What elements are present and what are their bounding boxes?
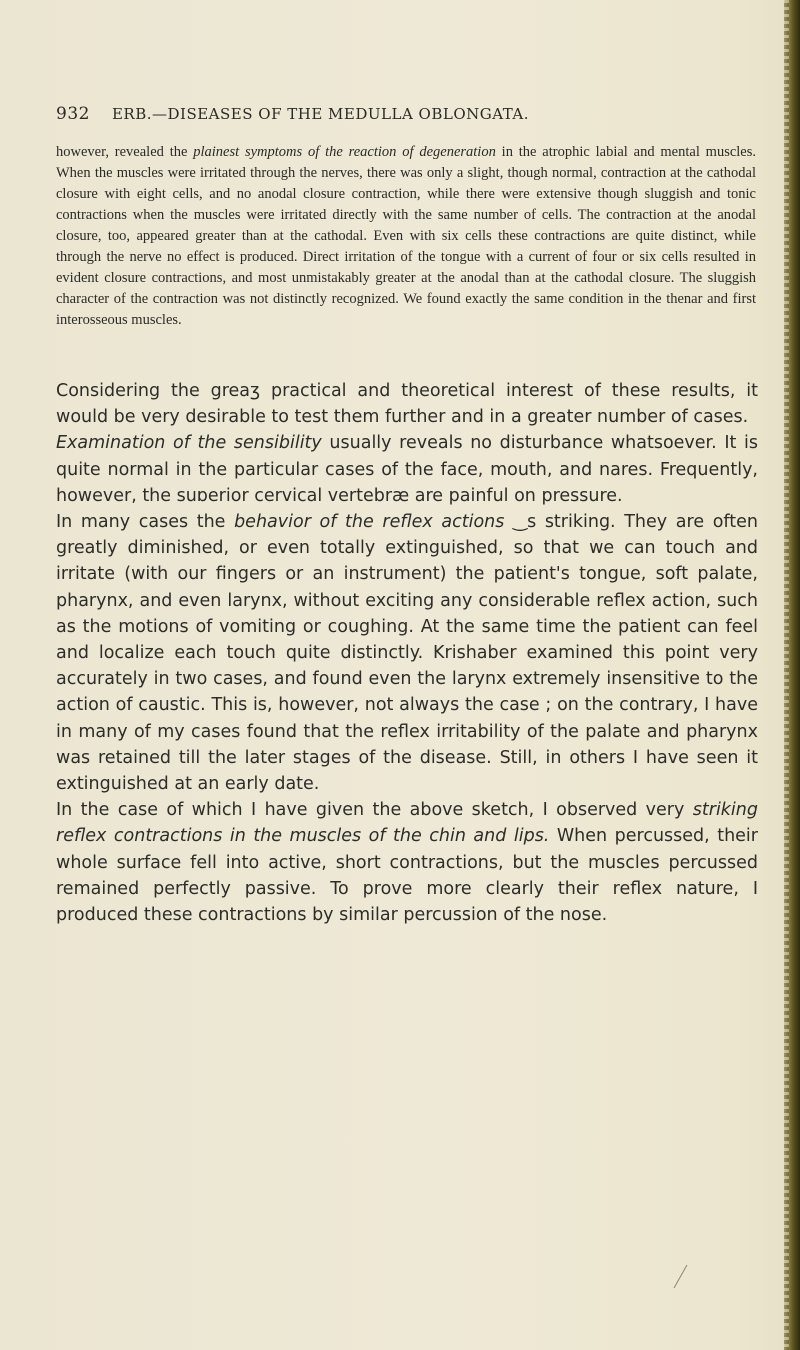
main-text [56,378,758,928]
small-text-run: in the atrophic labial and mental muscles. When the muscles were irritated through the nerves, there was only a slight, though normal, contraction at the cathodal closure with eight cells, and no anodal closure contraction, while there were extensive though sluggish and tonic contractions when the muscles were irritated directly with the same number of cells. The contraction at the anodal closure, too, appeared greater than at the cathodal. Even with six cells these contractions are quite distinct, while through the nerve no effect is produced. Direct irritation of the tongue with a current of four or six cells resulted in evident closure contractions, and most unmistakably greater at the anodal than at the cathodal closure. The sluggish character of the contraction was not distinctly recognized. We found exactly the same condition in the thenar and first interosseous muscles. [56,144,757,328]
paragraph-text: ‿s striking. They are often greatly diminished, or even totally extinguished, so that we can touch and irritate (with our fingers or an instrument) the patient's tongue, soft palate, pharynx, and even larynx, without exciting any considerable reflex action, such as the motions of vomiting or coughing. At the same time the patient can feel and localize each touch quite distinctly. Krishaber examined this point very accurately in two cases, and found even the larynx extremely insensitive to the action of caustic. This is, however, not always the case ; on the contrary, I have in many of my cases found that the reflex irritability of the palate and pharynx was retained till the later stages of the disease. Still, in others I have seen it extinguished at an early date. [56,512,758,795]
paragraph-reflex-actions [56,509,758,797]
small-text-run: however, revealed the [56,144,194,160]
small-print-paragraph [56,142,756,331]
running-head-title: ERB.—DISEASES OF THE MEDULLA OBLONGATA. [111,105,530,123]
paragraph-chin-lips [56,797,758,928]
pencil-mark [672,1262,690,1290]
paragraph-text: In the case of which I have given the above sketch, I observed very [56,800,693,821]
paragraph-text: usually reveals no disturbance whatsoever. It is quite normal in the particular cases of the face, mouth, and nares. Frequently, however, the suɒerior cervical vertebræ are painful on pressure. [56,433,758,506]
running-head [56,104,756,128]
paragraph-text: In many cases the [56,512,235,533]
page-number: 932 [56,104,90,124]
italic-heading-sensibility: Examination of the sensibility [56,433,322,454]
small-text-italic: plainest symptoms of the reaction of degeneration [193,144,496,160]
paragraph-considering: Considering the greaʒ practical and theoretical interest of these results, it would be very desirable to test them further and in a greater number of cases. [56,381,758,428]
paragraph-sensibility [56,430,758,509]
italic-heading-chin-lips: striking reflex contractions in the muscles of the chin and lips. [56,800,758,847]
page-edge-shadow [784,0,800,1350]
paragraph-text: When percussed, their whole surface fell into active, short contractions, but the muscles percussed remained perfectly passive. To prove more clearly their reflex nature, I produced these contractions by similar percussion of the nose. [56,826,758,926]
italic-heading-reflex: behavior of the reflex actions [234,512,505,533]
small-paragraph [56,142,756,331]
